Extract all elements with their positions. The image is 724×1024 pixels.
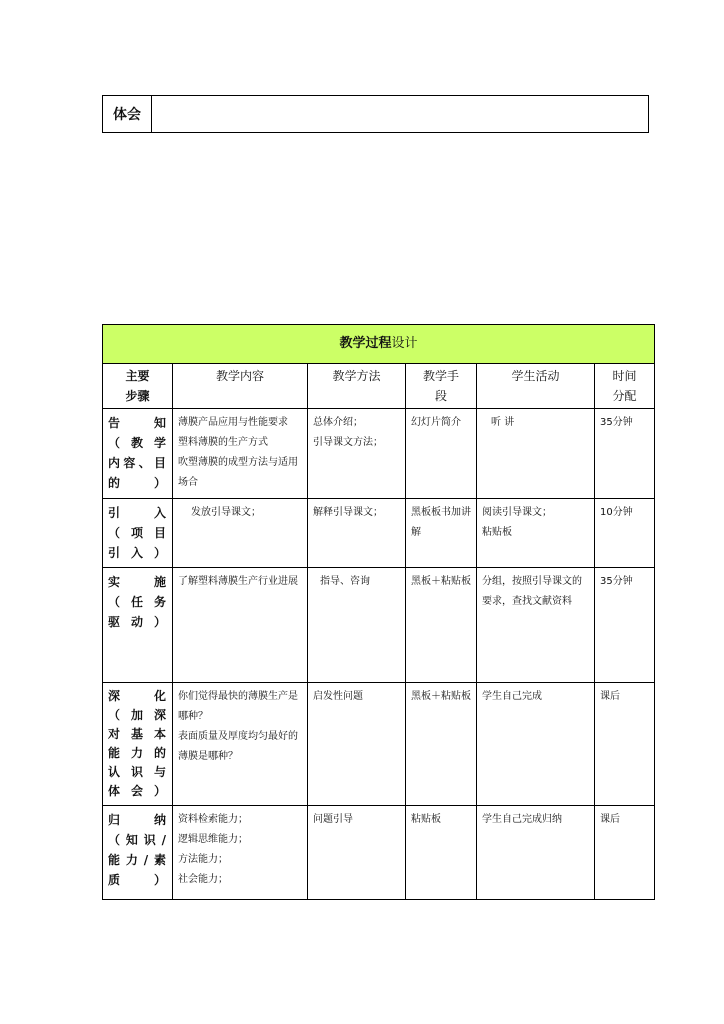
row-time: 课后 (595, 806, 655, 900)
table-row (103, 568, 655, 683)
row-means: 黑板板书加讲解 (406, 499, 477, 568)
row-method: 指导、咨询 (308, 568, 406, 683)
table-row (103, 806, 655, 900)
row-means: 黑板＋粘贴板 (406, 683, 477, 806)
table-title-row (103, 325, 655, 364)
row-method: 问题引导 (308, 806, 406, 900)
row-time: 10分钟 (595, 499, 655, 568)
header-step: 主要 步骤 (103, 364, 173, 409)
row-step: 告 知 （教学 内容、目 的） (103, 409, 173, 499)
table-row (103, 409, 655, 499)
row-step: 深 化 （加深 对基本 能力的 认识与 体会） (103, 683, 173, 806)
row-content: 发放引导课文； (173, 499, 308, 568)
header-content: 教学内容 (173, 364, 308, 409)
table-row (103, 499, 655, 568)
row-step: 实 施 （任务 驱动） (103, 568, 173, 683)
row-method: 总体介绍； 引导课文方法； (308, 409, 406, 499)
header-means: 教学手 段 (406, 364, 477, 409)
table-header-row (103, 364, 655, 409)
table-title (103, 325, 655, 364)
teaching-process-table (102, 324, 655, 900)
row-means: 黑板＋粘贴板 (406, 568, 477, 683)
table-title-rest: 设计 (391, 336, 418, 351)
row-time: 课后 (595, 683, 655, 806)
row-means: 粘贴板 (406, 806, 477, 900)
summary-value (152, 96, 648, 132)
row-activity: 听 讲 (477, 409, 595, 499)
row-step: 引 入 （项目 引入） (103, 499, 173, 568)
row-content: 资料检索能力； 逻辑思维能力； 方法能力； 社会能力； (173, 806, 308, 900)
row-content: 你们觉得最快的薄膜生产是哪种？ 表面质量及厚度均匀最好的薄膜是哪种？ (173, 683, 308, 806)
header-time: 时间 分配 (595, 364, 655, 409)
row-time: 35分钟 (595, 568, 655, 683)
row-activity: 学生自己完成 (477, 683, 595, 806)
header-activity: 学生活动 (477, 364, 595, 409)
row-activity: 阅读引导课文； 粘贴板 (477, 499, 595, 568)
row-content: 薄膜产品应用与性能要求 塑料薄膜的生产方式 吹塑薄膜的成型方法与适用场合 (173, 409, 308, 499)
table-row (103, 683, 655, 806)
row-method: 解释引导课文； (308, 499, 406, 568)
row-means: 幻灯片简介 (406, 409, 477, 499)
row-activity: 学生自己完成归纳 (477, 806, 595, 900)
table-title-bold: 教学过程 (339, 336, 392, 351)
summary-label: 体会 (103, 96, 152, 132)
row-method: 启发性问题 (308, 683, 406, 806)
header-method: 教学方法 (308, 364, 406, 409)
row-step: 归 纳 （知识/ 能力/素 质） (103, 806, 173, 900)
row-time: 35分钟 (595, 409, 655, 499)
summary-table (102, 95, 649, 133)
row-activity: 分组，按照引导课文的要求，查找文献资料 (477, 568, 595, 683)
row-content: 了解塑料薄膜生产行业进展 (173, 568, 308, 683)
